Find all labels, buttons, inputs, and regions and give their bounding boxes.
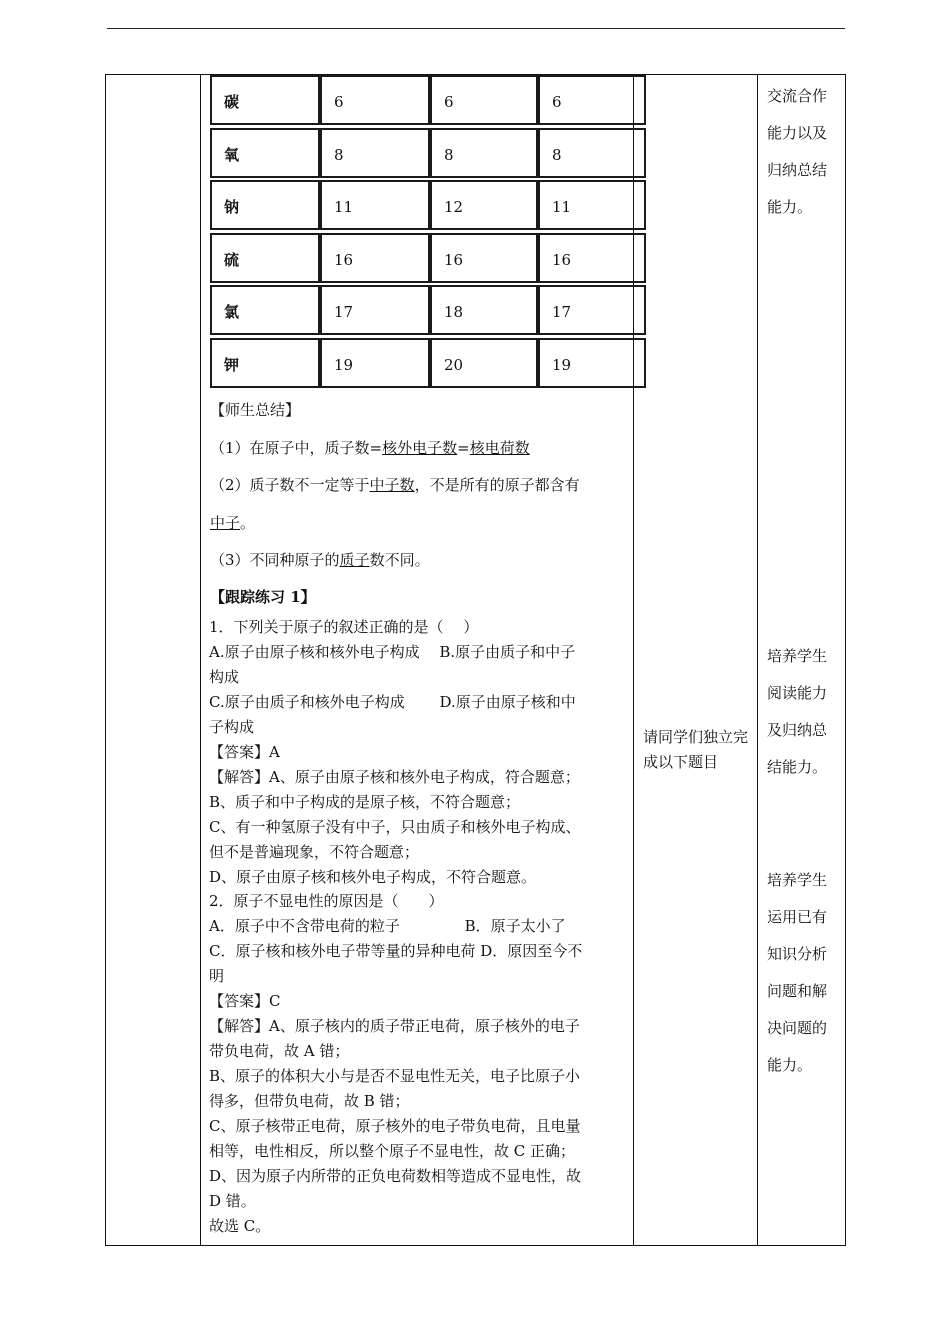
header-rule: [107, 28, 845, 29]
practice-line: 构成: [209, 667, 240, 686]
note-analysis: 培养学生运用已有知识分析问题和解决问题的能力。: [767, 871, 828, 1074]
element-row: [210, 180, 646, 230]
element-row: [210, 75, 646, 125]
practice-line: C.原子由质子和核外电子构成 D.原子由原子核和中: [209, 692, 576, 711]
element-value-cell: 16: [430, 233, 538, 283]
column-divider-1: [200, 74, 201, 1246]
element-name-cell: 硫: [210, 233, 320, 283]
element-value-cell: 20: [430, 338, 538, 388]
element-value-cell: 8: [430, 128, 538, 178]
practice-line: C．原子核和核外电子带等量的异种电荷 D．原因至今不: [209, 942, 583, 961]
practice-line: C、有一种氢原子没有中子，只由质子和核外电子构成、: [209, 817, 581, 836]
summary-line-3: [210, 511, 255, 536]
element-table: [210, 75, 646, 390]
practice-line: A.原子由原子核和核外电子构成 B.原子由质子和中子: [209, 642, 576, 661]
element-value-cell: 18: [430, 285, 538, 335]
summary-line-4-pre: （3）不同种原子的: [210, 551, 340, 569]
element-name-cell: 氯: [210, 285, 320, 335]
practice-line: 【答案】A: [209, 742, 280, 761]
element-name-cell: 钠: [210, 180, 320, 230]
practice-line: 【解答】A、原子核内的质子带正电荷，原子核外的电子: [209, 1017, 580, 1036]
practice-line: D、因为原子内所带的正负电荷数相等造成不显电性，故: [209, 1166, 582, 1185]
summary-line-2-post: ，不是所有的原子都含有: [414, 476, 580, 494]
practice-line: 【答案】C: [209, 992, 281, 1011]
summary-line-2-pre: （2）质子数不一定等于: [210, 476, 370, 494]
summary-line-3-term: 中子: [210, 514, 241, 532]
element-value-cell: 19: [320, 338, 430, 388]
element-value-cell: 16: [538, 233, 646, 283]
summary-line-2-term: 中子数: [369, 476, 415, 494]
element-value-cell: 8: [538, 128, 646, 178]
practice-line: 1．下列关于原子的叙述正确的是（ ）: [209, 618, 479, 636]
note-reading: 培养学生阅读能力及归纳总结能力。: [767, 647, 828, 776]
element-value-cell: 8: [320, 128, 430, 178]
practice-line: 明: [209, 967, 225, 986]
practice-line: 故选 C。: [209, 1216, 271, 1235]
practice-line: 带负电荷，故 A 错；: [209, 1042, 350, 1061]
element-name-cell: 钾: [210, 338, 320, 388]
element-value-cell: 12: [430, 180, 538, 230]
element-value-cell: 6: [430, 75, 538, 125]
summary-line-4: [210, 548, 430, 573]
practice-line: 但不是普遍现象，不符合题意；: [209, 842, 420, 861]
element-value-cell: 6: [538, 75, 646, 125]
element-name-cell: 碳: [210, 75, 320, 125]
practice-line: 子构成: [209, 717, 255, 736]
element-row: [210, 285, 646, 335]
summary-line-1-term-1: 核外电子数: [382, 439, 458, 457]
practice-line: D、原子由原子核和核外电子构成，不符合题意。: [209, 867, 537, 886]
teacher-activity: 请同学们独立完成以下题目: [643, 728, 749, 771]
element-value-cell: 17: [320, 285, 430, 335]
element-value-cell: 16: [320, 233, 430, 283]
element-name-cell: 氧: [210, 128, 320, 178]
practice-line: 【解答】A、原子由原子核和核外电子构成，符合题意；: [209, 767, 580, 786]
summary-heading: 【师生总结】: [210, 401, 301, 419]
summary-line-1-mid: =: [457, 439, 470, 457]
practice-line: 得多，但带负电荷，故 B 错；: [209, 1092, 410, 1111]
practice-line: B、原子的体积大小与是否不显电性无关，电子比原子小: [209, 1067, 581, 1086]
note-communication: 交流合作能力以及归纳总结能力。: [767, 87, 828, 216]
summary-line-2: [210, 473, 580, 498]
practice-line: B、质子和中子构成的是原子核，不符合题意；: [209, 792, 521, 811]
practice-line: 2．原子不显电性的原因是（ ）: [209, 892, 444, 911]
summary-line-4-post: 数不同。: [369, 551, 430, 569]
practice-heading: 【跟踪练习 1】: [210, 588, 316, 606]
summary-line-1-term-2: 核电荷数: [469, 439, 530, 457]
element-value-cell: 19: [538, 338, 646, 388]
summary-line-1: [210, 436, 530, 461]
element-value-cell: 6: [320, 75, 430, 125]
practice-line: D 错。: [209, 1191, 256, 1210]
element-row: [210, 338, 646, 388]
element-value-cell: 11: [320, 180, 430, 230]
column-divider-3: [757, 74, 758, 1246]
practice-line: A．原子中不含带电荷的粒子 B．原子太小了: [209, 917, 566, 936]
practice-line: C、原子核带正电荷，原子核外的电子带负电荷，且电量: [209, 1117, 581, 1135]
element-value-cell: 11: [538, 180, 646, 230]
summary-line-1-pre: （1）在原子中，质子数=: [210, 439, 383, 457]
element-row: [210, 128, 646, 178]
element-value-cell: 17: [538, 285, 646, 335]
practice-line: 相等，电性相反，所以整个原子不显电性，故 C 正确；: [209, 1141, 576, 1160]
element-row: [210, 233, 646, 283]
summary-line-3-post: 。: [240, 514, 256, 532]
summary-line-4-term: 质子: [339, 551, 370, 569]
